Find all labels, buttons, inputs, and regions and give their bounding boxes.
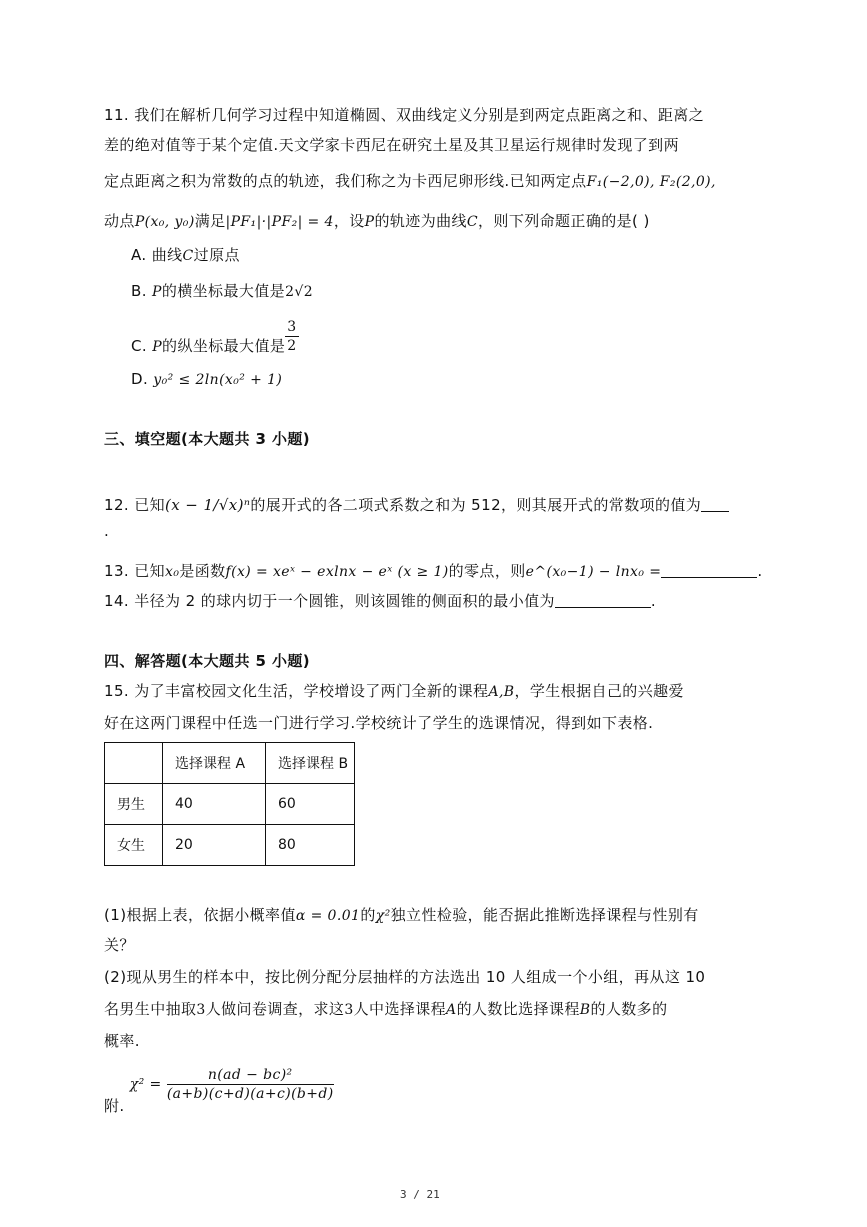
appendix-label: 附.: [104, 1097, 125, 1115]
q15-text: 15. 为了丰富校园文化生活，学校增设了两门全新的课程: [104, 682, 489, 700]
function-math: f(x) = xeˣ − exlnx − eˣ (x ≥ 1): [225, 564, 449, 580]
q11-line-3: [104, 170, 716, 193]
number-math: 3: [344, 1002, 354, 1018]
fraction-denominator: 2: [287, 338, 297, 354]
table-header-cell: 选择课程 B: [266, 743, 355, 784]
q15-part2-line-2: [104, 998, 667, 1021]
fraction-three-halves: [285, 318, 298, 355]
expression-math: e^(x₀−1) − lnx₀ =: [525, 564, 662, 580]
q11-text: 满足: [194, 212, 226, 230]
course-b-math: B: [579, 1002, 591, 1018]
section-4-heading: 四、解答题(本大题共 5 小题): [104, 652, 310, 670]
q15-text: (1)根据上表，依据小概率值: [104, 906, 296, 924]
q15-part1-line-2: 关？: [104, 936, 135, 954]
q14-text: .: [650, 592, 657, 610]
q13-text: .: [757, 562, 763, 580]
table-cell: 60: [266, 784, 355, 825]
formula-numerator: n(ad − bc)²: [167, 1066, 334, 1085]
q11-text: 的轨迹为曲线: [374, 212, 467, 230]
option-label: B.: [131, 282, 147, 300]
q15-text: 人中选择课程: [353, 1000, 447, 1018]
point-p-math: P(x₀, y₀): [134, 214, 195, 230]
q15-part1-line-1: [104, 904, 699, 927]
course-a-math: A: [446, 1002, 457, 1018]
q11-option-c: [131, 318, 299, 356]
option-text: 过原点: [193, 246, 240, 264]
q12-text: 12. 已知: [104, 496, 166, 514]
q11-line-2: [104, 134, 679, 156]
option-math: C: [182, 248, 194, 264]
q13-text: 是函数: [179, 562, 226, 580]
formula-lhs: χ² =: [129, 1076, 162, 1093]
q14-line: [104, 590, 656, 612]
q14-text: 14. 半径为 2 的球内切于一个圆锥，则该圆锥的侧面积的最小值为: [104, 592, 555, 610]
q13-text: 的零点，则: [448, 562, 526, 580]
q11-text: 差的绝对值等于某个定值.天文学家卡西尼在研究土星及其卫星运行规律时发现了到两: [104, 136, 679, 154]
option-text: 的横坐标最大值是: [161, 282, 286, 300]
q11-line-4: [104, 210, 650, 233]
table-cell: 80: [266, 825, 355, 866]
curve-c-math: C: [466, 214, 479, 230]
q15-part2-line-3: 概率.: [104, 1032, 140, 1050]
q13-line: [104, 560, 763, 583]
option-math: 2√2: [285, 284, 313, 300]
table-cell: 女生: [105, 825, 163, 866]
option-label: C.: [131, 337, 148, 355]
q11-text: 动点: [104, 212, 135, 230]
option-math: y₀² ≤ 2ln(x₀² + 1): [153, 372, 283, 388]
option-label: A. 曲线: [131, 246, 183, 264]
q15-text: 名男生中抽取: [104, 1000, 197, 1018]
q15-text: 人做问卷调查，求这: [205, 1000, 345, 1018]
option-text: 的纵坐标最大值是: [162, 337, 286, 355]
q11-option-b: [131, 280, 313, 303]
answer-blank[interactable]: [555, 591, 651, 608]
section-3-heading: 三、填空题(本大题共 3 小题): [104, 430, 310, 448]
alpha-math: α = 0.01: [295, 908, 361, 924]
formula-denominator: (a+b)(c+d)(a+c)(b+d): [166, 1086, 334, 1102]
q13-text: 13. 已知: [104, 562, 166, 580]
table-cell: [105, 743, 163, 784]
chi-square-math: χ²: [375, 908, 391, 924]
condition-math: |PF₁|·|PF₂| = 4: [225, 214, 334, 230]
q11-text: 定点距离之积为常数的点的轨迹，我们称之为卡西尼卵形线.已知两定点: [104, 172, 587, 190]
answer-blank[interactable]: [661, 561, 757, 578]
chi-square-formula: [167, 1066, 334, 1103]
q12-line: [104, 494, 729, 516]
q15-line-2: 好在这两门课程中任选一门进行学习.学校统计了学生的选课情况，得到如下表格.: [104, 714, 654, 732]
focus-points-math: F₁(−2,0), F₂(2,0),: [586, 174, 716, 190]
q15-text: ，学生根据自己的兴趣爱: [514, 682, 684, 700]
q11-line-1: [104, 104, 704, 126]
page-number: 3 / 21: [400, 1188, 440, 1201]
q11-text: ，设: [333, 212, 365, 230]
number-math: 3: [196, 1002, 206, 1018]
table-row: [105, 784, 355, 825]
fraction-numerator: 3: [287, 319, 297, 335]
q15-line-1: [104, 680, 684, 703]
appendix-formula: [104, 1066, 334, 1116]
q11-option-a: [131, 244, 240, 267]
table-cell: 40: [163, 784, 266, 825]
answer-blank[interactable]: [701, 495, 729, 512]
q11-text: 11. 我们在解析几何学习过程中知道椭圆、双曲线定义分别是到两定点距离之和、距离之: [104, 106, 705, 124]
q15-part2-line-1: (2)现从男生的样本中，按比例分配分层抽样的方法选出 10 人组成一个小组，再从这 10: [104, 968, 706, 986]
table-header-cell: 选择课程 A: [163, 743, 266, 784]
table-row: [105, 825, 355, 866]
q12-period: .: [104, 522, 110, 540]
q11-text: ，则下列命题正确的是( ): [478, 212, 650, 230]
q15-text: 的人数多的: [590, 1000, 668, 1018]
q15-text: 的人数比选择课程: [456, 1000, 580, 1018]
x0-math: x₀: [165, 564, 180, 580]
p-math: P: [364, 214, 375, 230]
table-cell: 20: [163, 825, 266, 866]
course-selection-table: [104, 742, 355, 866]
option-label: D.: [131, 370, 149, 388]
option-math: P: [152, 284, 162, 300]
q11-option-d: [131, 368, 282, 391]
table-cell: 男生: [105, 784, 163, 825]
courses-math: A,B: [488, 684, 515, 700]
binomial-expr: (x − 1/√x)ⁿ: [165, 496, 251, 514]
q15-text: 的: [360, 906, 376, 924]
option-math: P: [152, 339, 163, 355]
table-header-row: [105, 743, 355, 784]
q15-text: 独立性检验，能否据此推断选择课程与性别有: [390, 906, 699, 924]
q12-text: 的展开式的各二项式系数之和为 512，则其展开式的常数项的值为: [250, 496, 702, 514]
